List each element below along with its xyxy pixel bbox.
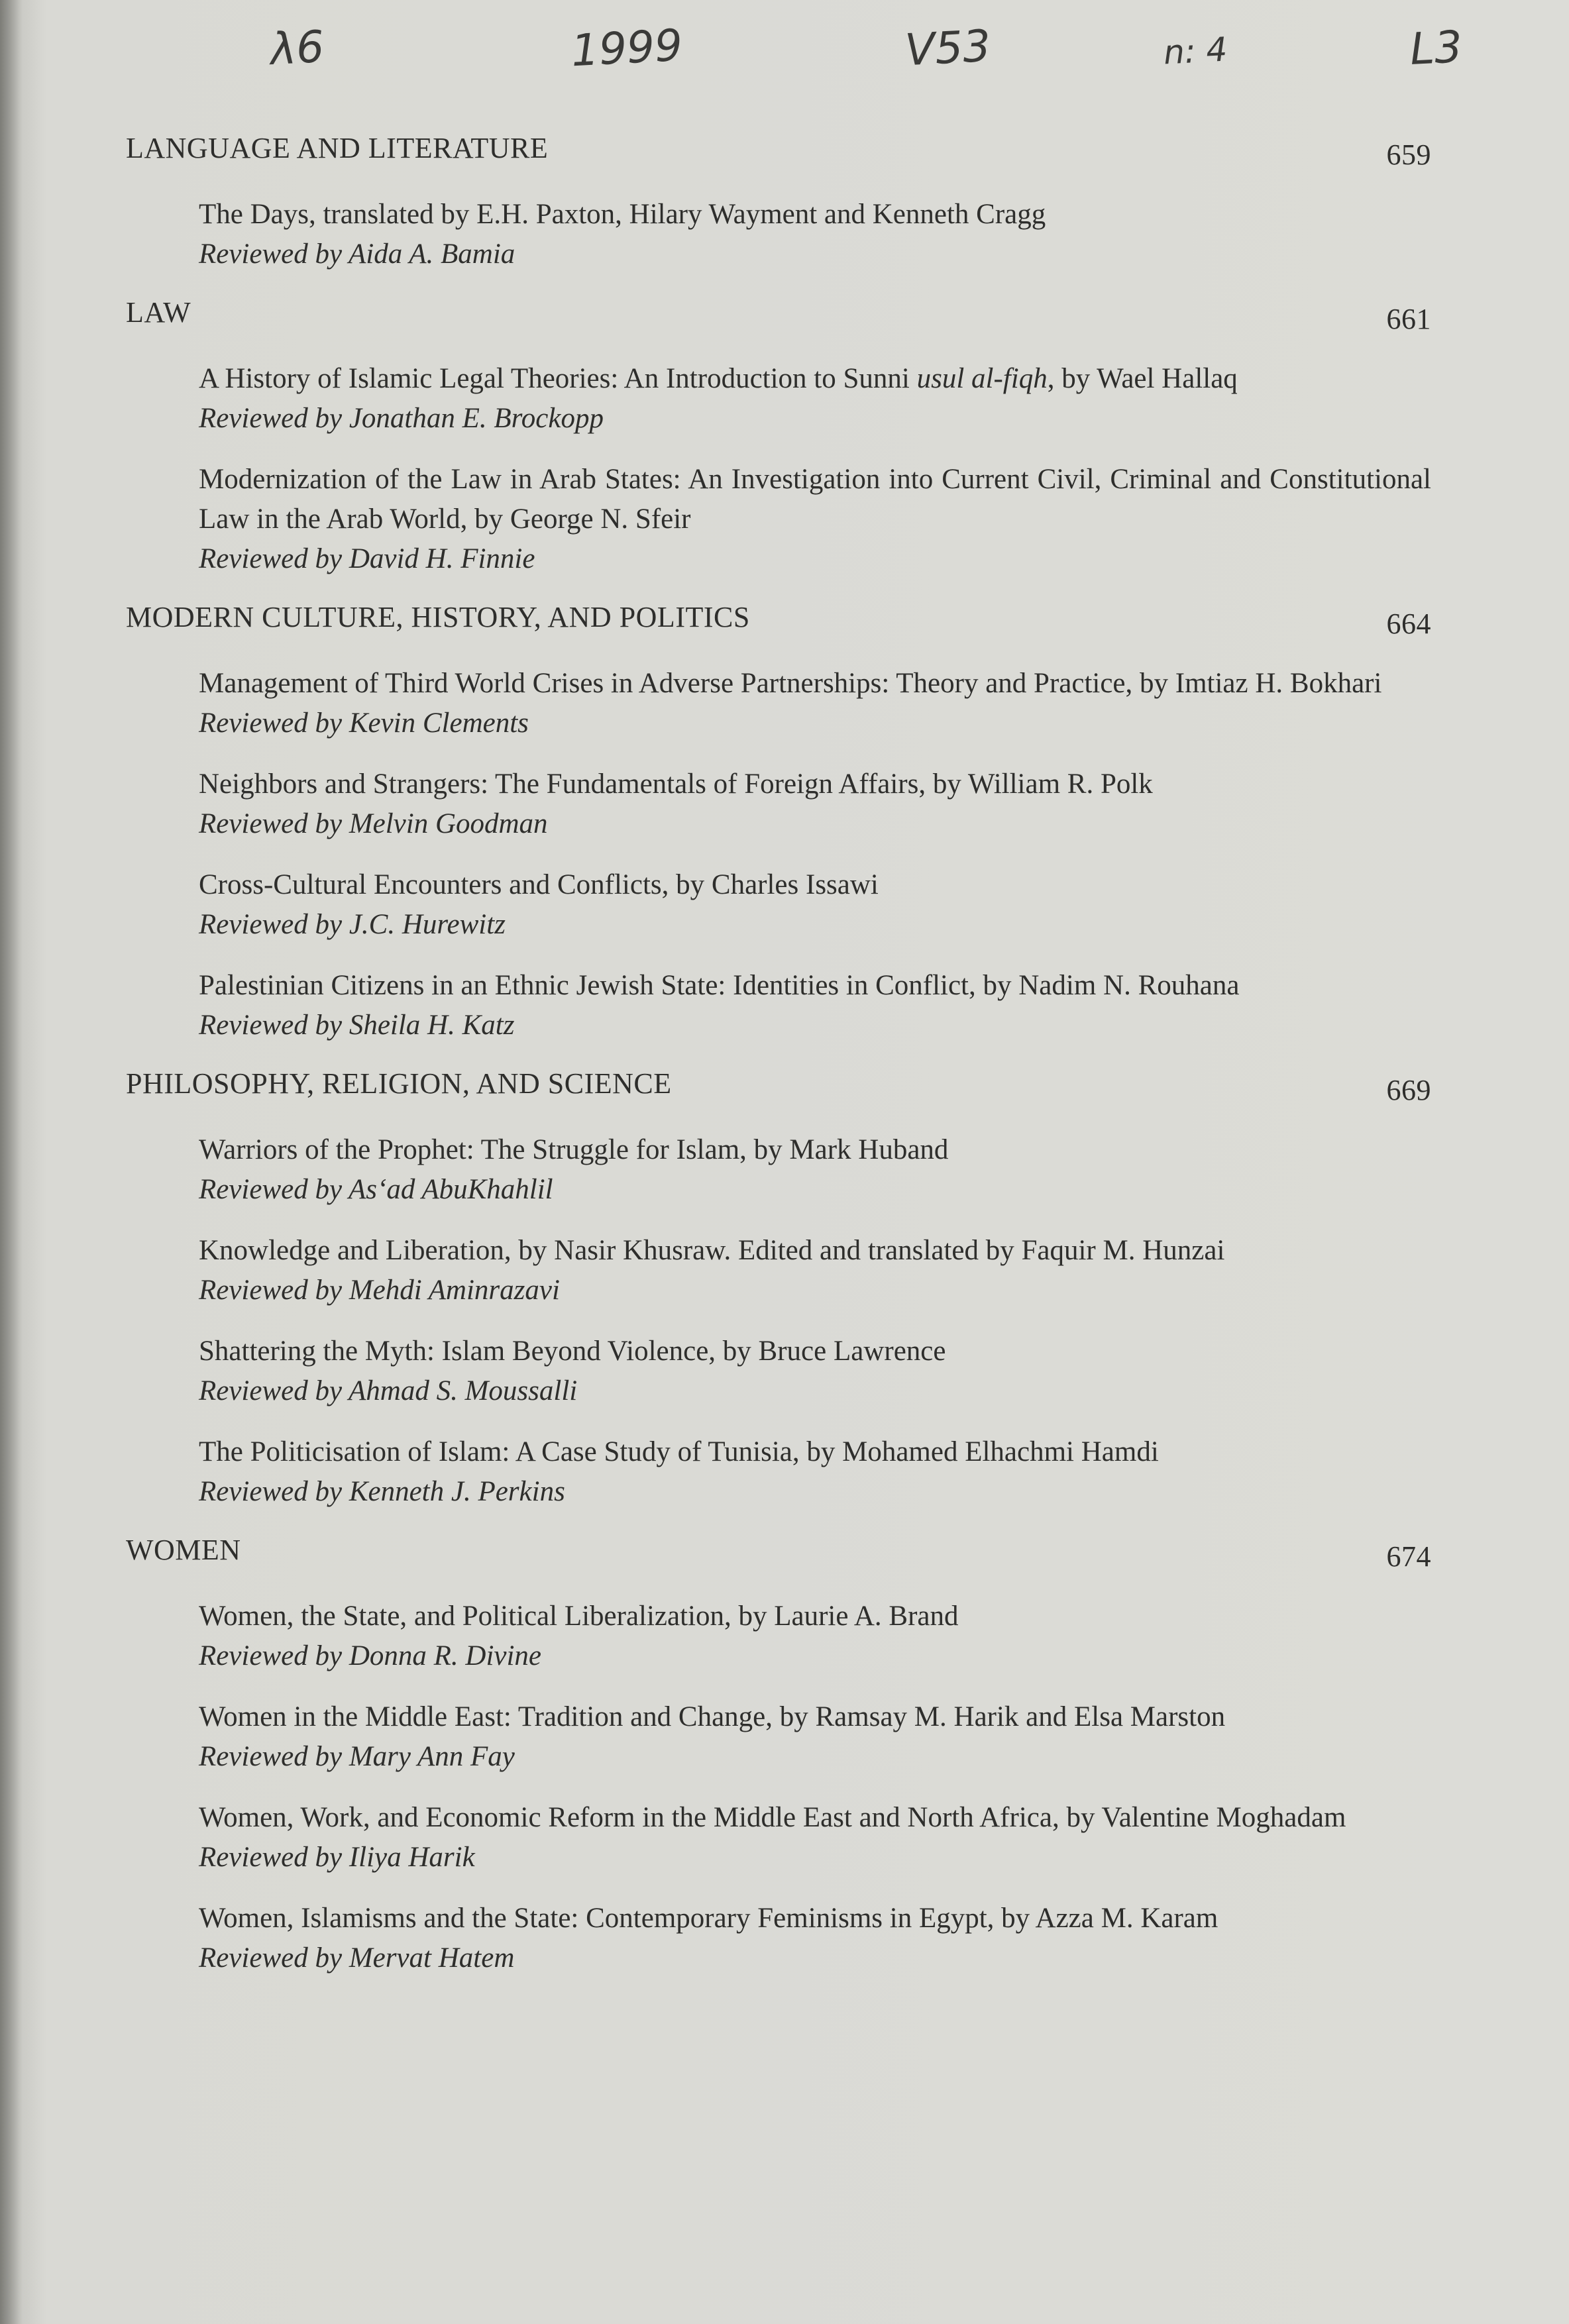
handwritten-note-part: V53 [904,20,993,76]
review-entry [199,966,1431,1045]
review-entry [199,1231,1431,1310]
book-title: Women in the Middle East: Tradition and Change, by Ramsay M. Harik and Elsa Marston [199,1701,1226,1732]
section-heading [126,1065,1438,1106]
section-title: LAW [126,296,191,329]
section-page-number: 674 [1386,1540,1431,1573]
review-entry [199,1597,1431,1676]
handwritten-note-part: 1999 [570,19,684,77]
book-title: Management of Third World Crises in Adverse Partnerships: Theory and Practice, by Imtiaz H. Bokhari [199,668,1382,699]
reviewer: Reviewed by As‘ad AbuKhahlil [199,1174,553,1205]
book-title: The Days, translated by E.H. Paxton, Hilary Wayment and Kenneth Cragg [199,199,1046,230]
book-title: Women, Islamisms and the State: Contemporary Feminisms in Egypt, by Azza M. Karam [199,1903,1218,1934]
reviewer: Reviewed by Donna R. Divine [199,1640,542,1671]
reviewer: Reviewed by Mary Ann Fay [199,1741,515,1772]
book-title-italic: usul al-fiqh [916,363,1048,394]
handwritten-note-part: n: 4 [1162,30,1228,72]
reviewer: Reviewed by Aida A. Bamia [199,238,515,270]
reviewer: Reviewed by Kevin Clements [199,708,529,739]
section-page-number: 669 [1386,1074,1431,1106]
toc-section [126,1532,1438,1978]
toc-section [126,1065,1438,1512]
review-entry [199,359,1431,439]
reviewer: Reviewed by Iliya Harik [199,1842,475,1873]
book-title-part: A History of Islamic Legal Theories: An Introduction to Sunni [199,363,917,394]
section-title: MODERN CULTURE, HISTORY, AND POLITICS [126,601,750,633]
review-entry [199,1130,1431,1210]
section-page-number: 661 [1386,303,1431,335]
section-title: WOMEN [126,1534,241,1566]
reviewer: Reviewed by Ahmad S. Moussalli [199,1375,578,1406]
section-title: PHILOSOPHY, RELIGION, AND SCIENCE [126,1067,672,1100]
section-heading [126,130,1438,171]
section-heading [126,294,1438,335]
reviewer: Reviewed by Mehdi Aminrazavi [199,1275,560,1306]
handwritten-note-part: λ6 [269,21,326,76]
book-title: Modernization of the Law in Arab States: An Investigation into Current Civil, Criminal and Constitutional Law in the Arab World, by George N. Sfeir [199,464,1431,535]
toc-section [126,130,1438,274]
section-heading [126,599,1438,640]
book-title [199,359,1431,399]
review-entry [199,1332,1431,1411]
review-entry [199,460,1431,579]
review-entry [199,195,1431,274]
section-title: LANGUAGE AND LITERATURE [126,132,549,164]
review-entry [199,664,1431,743]
book-title-part: , by Wael Hallaq [1047,363,1238,394]
reviewer: Reviewed by Sheila H. Katz [199,1010,515,1041]
reviewer: Reviewed by David H. Finnie [199,543,535,574]
table-of-contents [126,130,1438,1978]
review-entry [199,1432,1431,1512]
review-entry [199,1798,1431,1877]
book-title: Women, the State, and Political Liberalization, by Laurie A. Brand [199,1601,959,1632]
reviewer: Reviewed by J.C. Hurewitz [199,909,506,940]
section-page-number: 659 [1386,138,1431,171]
reviewer: Reviewed by Melvin Goodman [199,808,548,839]
book-title: Knowledge and Liberation, by Nasir Khusraw. Edited and translated by Faquir M. Hunzai [199,1235,1225,1266]
handwritten-note-part: L3 [1409,21,1464,76]
review-entry [199,865,1431,945]
reviewer: Reviewed by Jonathan E. Brockopp [199,403,604,434]
review-entry [199,1899,1431,1978]
toc-section [126,599,1438,1045]
book-title: The Politicisation of Islam: A Case Study of Tunisia, by Mohamed Elhachmi Hamdi [199,1436,1159,1467]
book-title: Warriors of the Prophet: The Struggle for Islam, by Mark Huband [199,1134,949,1165]
handwritten-note [0,19,1569,95]
book-title: Shattering the Myth: Islam Beyond Violence, by Bruce Lawrence [199,1336,946,1367]
binding-shadow [0,0,23,2324]
reviewer: Reviewed by Kenneth J. Perkins [199,1476,565,1507]
reviewer: Reviewed by Mervat Hatem [199,1942,515,1974]
book-title: Women, Work, and Economic Reform in the Middle East and North Africa, by Valentine Moghadam [199,1802,1346,1833]
book-title: Cross-Cultural Encounters and Conflicts, by Charles Issawi [199,869,879,900]
section-page-number: 664 [1386,607,1431,640]
book-title: Neighbors and Strangers: The Fundamentals of Foreign Affairs, by William R. Polk [199,768,1153,800]
section-heading [126,1532,1438,1573]
review-entry [199,765,1431,844]
review-entry [199,1697,1431,1777]
book-title: Palestinian Citizens in an Ethnic Jewish State: Identities in Conflict, by Nadim N. Rouhana [199,970,1240,1001]
toc-section [126,294,1438,579]
